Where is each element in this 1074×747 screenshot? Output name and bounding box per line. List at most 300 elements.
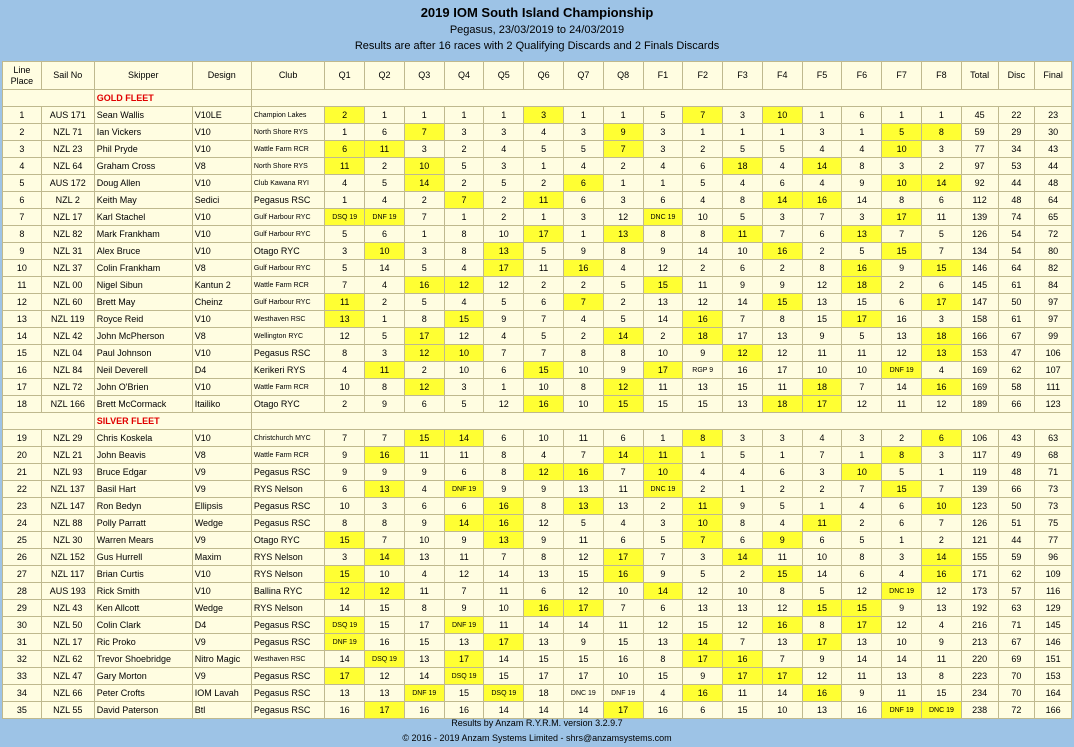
design-cell: D4 <box>192 617 251 634</box>
race-score-cell: 14 <box>404 175 444 192</box>
design-cell: Wedge <box>192 600 251 617</box>
race-score-cell: 15 <box>563 651 603 668</box>
race-score-cell: 3 <box>683 549 723 566</box>
total-cell: 238 <box>961 702 998 719</box>
race-score-cell: 2 <box>922 158 962 175</box>
column-header: F8 <box>922 62 962 90</box>
race-score-cell: 13 <box>524 566 564 583</box>
club-cell: RYS Nelson <box>251 549 324 566</box>
line-place-cell: 7 <box>3 209 42 226</box>
race-score-cell: 12 <box>922 583 962 600</box>
sail-no-cell: NZL 88 <box>41 515 94 532</box>
line-place-cell: 23 <box>3 498 42 515</box>
race-score-cell: 6 <box>643 600 683 617</box>
race-score-cell: 6 <box>444 464 484 481</box>
line-place-cell: 32 <box>3 651 42 668</box>
race-score-cell: 10 <box>842 464 882 481</box>
race-score-cell: 16 <box>723 362 763 379</box>
race-score-cell: 3 <box>922 447 962 464</box>
sail-no-cell: NZL 137 <box>41 481 94 498</box>
race-score-cell: 9 <box>365 396 405 413</box>
race-score-cell: 7 <box>842 481 882 498</box>
race-score-cell: 4 <box>325 362 365 379</box>
race-score-cell: DNF 19 <box>444 481 484 498</box>
race-score-cell: 2 <box>444 175 484 192</box>
table-row <box>3 566 1072 583</box>
race-score-cell: 4 <box>723 464 763 481</box>
race-score-cell: 1 <box>404 107 444 124</box>
race-score-cell: 12 <box>643 260 683 277</box>
race-score-cell: 12 <box>444 566 484 583</box>
final-cell: 23 <box>1035 107 1072 124</box>
design-cell: V9 <box>192 464 251 481</box>
club-cell: North Shore RYS <box>251 124 324 141</box>
total-cell: 192 <box>961 600 998 617</box>
club-cell: Westhaven RSC <box>251 651 324 668</box>
skipper-cell: Polly Parratt <box>94 515 192 532</box>
design-cell: V10 <box>192 345 251 362</box>
race-score-cell: 6 <box>444 498 484 515</box>
race-score-cell: 2 <box>444 141 484 158</box>
race-score-cell: 4 <box>643 158 683 175</box>
final-cell: 48 <box>1035 175 1072 192</box>
race-score-cell: 12 <box>603 209 643 226</box>
race-score-cell: 16 <box>922 566 962 583</box>
line-place-cell: 31 <box>3 634 42 651</box>
race-score-cell: 5 <box>922 226 962 243</box>
race-score-cell: 7 <box>524 345 564 362</box>
race-score-cell: 6 <box>603 430 643 447</box>
race-score-cell: 3 <box>882 158 922 175</box>
race-score-cell: 13 <box>484 532 524 549</box>
discard-cell: 54 <box>998 226 1035 243</box>
discard-cell: 64 <box>998 260 1035 277</box>
race-score-cell: 8 <box>762 583 802 600</box>
race-score-cell: 4 <box>762 515 802 532</box>
race-score-cell: 13 <box>643 634 683 651</box>
race-score-cell: 3 <box>882 549 922 566</box>
race-score-cell: 10 <box>603 668 643 685</box>
race-score-cell: 10 <box>762 702 802 719</box>
design-cell: Kantun 2 <box>192 277 251 294</box>
final-cell: 145 <box>1035 617 1072 634</box>
race-score-cell: 14 <box>683 634 723 651</box>
sail-no-cell: NZL 72 <box>41 379 94 396</box>
empty-cell <box>3 413 95 430</box>
column-header: Skipper <box>94 62 192 90</box>
race-score-cell: 2 <box>922 532 962 549</box>
table-row <box>3 396 1072 413</box>
race-score-cell: 13 <box>444 634 484 651</box>
race-score-cell: 9 <box>762 532 802 549</box>
race-score-cell: 1 <box>802 498 842 515</box>
race-score-cell: 8 <box>484 447 524 464</box>
race-score-cell: 1 <box>922 107 962 124</box>
column-header: Q2 <box>365 62 405 90</box>
skipper-cell: Neil Deverell <box>94 362 192 379</box>
line-place-cell: 26 <box>3 549 42 566</box>
total-cell: 234 <box>961 685 998 702</box>
race-score-cell: 12 <box>524 515 564 532</box>
race-score-cell: 7 <box>882 226 922 243</box>
race-score-cell: 9 <box>882 600 922 617</box>
race-score-cell: 3 <box>563 124 603 141</box>
total-cell: 123 <box>961 498 998 515</box>
sail-no-cell: NZL 47 <box>41 668 94 685</box>
race-score-cell: 9 <box>325 464 365 481</box>
race-score-cell: 11 <box>723 226 763 243</box>
final-cell: 106 <box>1035 345 1072 362</box>
race-score-cell: 15 <box>325 566 365 583</box>
race-score-cell: 15 <box>325 532 365 549</box>
race-score-cell: 1 <box>603 107 643 124</box>
race-score-cell: 5 <box>842 243 882 260</box>
discard-cell: 72 <box>998 702 1035 719</box>
page-title: 2019 IOM South Island Championship <box>420 5 654 20</box>
race-score-cell: 5 <box>524 328 564 345</box>
race-score-cell: 11 <box>643 379 683 396</box>
final-cell: 68 <box>1035 447 1072 464</box>
total-cell: 169 <box>961 362 998 379</box>
race-score-cell: 12 <box>603 379 643 396</box>
club-cell: Kerikeri RYS <box>251 362 324 379</box>
discard-cell: 67 <box>998 328 1035 345</box>
club-cell: RYS Nelson <box>251 600 324 617</box>
race-score-cell: 7 <box>325 277 365 294</box>
design-cell: V10 <box>192 175 251 192</box>
race-score-cell: 16 <box>842 260 882 277</box>
results-table <box>2 61 1072 719</box>
race-score-cell: 8 <box>404 311 444 328</box>
race-score-cell: 7 <box>723 311 763 328</box>
race-score-cell: 14 <box>484 702 524 719</box>
race-score-cell: 5 <box>404 294 444 311</box>
race-score-cell: 3 <box>723 107 763 124</box>
race-score-cell: 17 <box>762 668 802 685</box>
final-cell: 43 <box>1035 141 1072 158</box>
race-score-cell: 17 <box>683 651 723 668</box>
race-score-cell: 17 <box>524 668 564 685</box>
race-score-cell: 14 <box>563 702 603 719</box>
results-note: Results are after 16 races with 2 Qualifying Discards and 2 Finals Discards <box>354 40 720 52</box>
race-score-cell: 11 <box>325 158 365 175</box>
race-score-cell: 10 <box>444 362 484 379</box>
race-score-cell: 5 <box>563 515 603 532</box>
total-cell: 173 <box>961 583 998 600</box>
race-score-cell: 15 <box>404 634 444 651</box>
race-score-cell: 8 <box>842 158 882 175</box>
race-score-cell: DNF 19 <box>444 617 484 634</box>
race-score-cell: 13 <box>404 549 444 566</box>
race-score-cell: 8 <box>563 345 603 362</box>
race-score-cell: 1 <box>643 430 683 447</box>
race-score-cell: 15 <box>762 566 802 583</box>
race-score-cell: 14 <box>365 549 405 566</box>
race-score-cell: 5 <box>325 226 365 243</box>
race-score-cell: 15 <box>365 617 405 634</box>
race-score-cell: 1 <box>484 379 524 396</box>
race-score-cell: 14 <box>922 175 962 192</box>
race-score-cell: 15 <box>802 600 842 617</box>
design-cell: V10 <box>192 141 251 158</box>
race-score-cell: 4 <box>802 175 842 192</box>
race-score-cell: 13 <box>325 685 365 702</box>
sail-no-cell: NZL 60 <box>41 294 94 311</box>
final-cell: 164 <box>1035 685 1072 702</box>
race-score-cell: 8 <box>922 668 962 685</box>
race-score-cell: 10 <box>603 583 643 600</box>
table-row <box>3 634 1072 651</box>
skipper-cell: John McPherson <box>94 328 192 345</box>
total-cell: 220 <box>961 651 998 668</box>
race-score-cell: 4 <box>603 260 643 277</box>
race-score-cell: 10 <box>922 498 962 515</box>
race-score-cell: 15 <box>842 600 882 617</box>
table-row <box>3 532 1072 549</box>
total-cell: 147 <box>961 294 998 311</box>
race-score-cell: 15 <box>444 311 484 328</box>
club-cell: Otago RYC <box>251 532 324 549</box>
skipper-cell: Trevor Shoebridge <box>94 651 192 668</box>
race-score-cell: 14 <box>603 447 643 464</box>
race-score-cell: 17 <box>723 668 763 685</box>
race-score-cell: 9 <box>802 651 842 668</box>
race-score-cell: 13 <box>762 328 802 345</box>
club-cell: Pegasus RSC <box>251 345 324 362</box>
table-row <box>3 464 1072 481</box>
race-score-cell: 9 <box>643 566 683 583</box>
design-cell: V10 <box>192 379 251 396</box>
race-score-cell: 15 <box>643 277 683 294</box>
race-score-cell: 12 <box>484 277 524 294</box>
design-cell: Itailiko <box>192 396 251 413</box>
race-score-cell: 14 <box>762 685 802 702</box>
race-score-cell: 3 <box>643 124 683 141</box>
race-score-cell: 2 <box>723 566 763 583</box>
final-cell: 71 <box>1035 464 1072 481</box>
race-score-cell: 9 <box>404 515 444 532</box>
race-score-cell: 3 <box>444 379 484 396</box>
race-score-cell: 9 <box>444 600 484 617</box>
race-score-cell: 11 <box>802 515 842 532</box>
line-place-cell: 6 <box>3 192 42 209</box>
race-score-cell: 15 <box>603 396 643 413</box>
race-score-cell: 17 <box>444 651 484 668</box>
race-score-cell: 12 <box>683 294 723 311</box>
race-score-cell: 15 <box>524 651 564 668</box>
race-score-cell: 15 <box>365 600 405 617</box>
race-score-cell: 9 <box>603 362 643 379</box>
race-score-cell: 10 <box>723 583 763 600</box>
race-score-cell: 13 <box>882 668 922 685</box>
total-cell: 121 <box>961 532 998 549</box>
club-cell: Club Kawana RYI <box>251 175 324 192</box>
column-header: F7 <box>882 62 922 90</box>
skipper-cell: Doug Allen <box>94 175 192 192</box>
line-place-cell: 16 <box>3 362 42 379</box>
discard-cell: 29 <box>998 124 1035 141</box>
race-score-cell: 13 <box>563 481 603 498</box>
race-score-cell: 7 <box>404 124 444 141</box>
race-score-cell: 5 <box>365 175 405 192</box>
skipper-cell: Chris Koskela <box>94 430 192 447</box>
column-header: Q3 <box>404 62 444 90</box>
race-score-cell: 10 <box>444 345 484 362</box>
race-score-cell: 4 <box>404 566 444 583</box>
race-score-cell: 13 <box>603 498 643 515</box>
race-score-cell: 13 <box>723 396 763 413</box>
race-score-cell: 4 <box>922 617 962 634</box>
design-cell: V10 <box>192 243 251 260</box>
race-score-cell: 6 <box>842 107 882 124</box>
race-score-cell: 2 <box>524 277 564 294</box>
race-score-cell: 10 <box>404 158 444 175</box>
race-score-cell: 3 <box>325 549 365 566</box>
results-header <box>0 0 1074 61</box>
race-score-cell: 3 <box>603 192 643 209</box>
design-cell: Maxim <box>192 549 251 566</box>
race-score-cell: 11 <box>444 549 484 566</box>
race-score-cell: 5 <box>723 209 763 226</box>
total-cell: 153 <box>961 345 998 362</box>
final-cell: 30 <box>1035 124 1072 141</box>
race-score-cell: DSQ 19 <box>484 685 524 702</box>
design-cell: Sedici <box>192 192 251 209</box>
column-header: Q5 <box>484 62 524 90</box>
sail-no-cell: NZL 00 <box>41 277 94 294</box>
race-score-cell: 4 <box>683 464 723 481</box>
race-score-cell: 7 <box>325 430 365 447</box>
skipper-cell: Sean Wallis <box>94 107 192 124</box>
race-score-cell: 12 <box>444 328 484 345</box>
race-score-cell: 17 <box>563 668 603 685</box>
race-score-cell: 17 <box>842 311 882 328</box>
race-score-cell: 2 <box>882 277 922 294</box>
design-cell: V9 <box>192 481 251 498</box>
final-cell: 73 <box>1035 498 1072 515</box>
race-score-cell: 4 <box>643 685 683 702</box>
line-place-cell: 27 <box>3 566 42 583</box>
race-score-cell: 12 <box>643 617 683 634</box>
race-score-cell: 13 <box>842 226 882 243</box>
table-row <box>3 141 1072 158</box>
sail-no-cell: NZL 17 <box>41 209 94 226</box>
race-score-cell: 17 <box>922 294 962 311</box>
race-score-cell: 11 <box>762 549 802 566</box>
race-score-cell: 1 <box>365 311 405 328</box>
club-cell: Pegasus RSC <box>251 685 324 702</box>
club-cell: Pegasus RSC <box>251 515 324 532</box>
race-score-cell: 2 <box>802 243 842 260</box>
race-score-cell: 14 <box>762 192 802 209</box>
footer-version: Results by Anzam R.Y.R.M. version 3.2.9.7 <box>451 718 623 728</box>
sail-no-cell: NZL 42 <box>41 328 94 345</box>
race-score-cell: 11 <box>365 141 405 158</box>
skipper-cell: Basil Hart <box>94 481 192 498</box>
table-row <box>3 617 1072 634</box>
race-score-cell: 7 <box>842 379 882 396</box>
table-row <box>3 192 1072 209</box>
race-score-cell: 4 <box>922 362 962 379</box>
race-score-cell: 7 <box>603 141 643 158</box>
race-score-cell: 10 <box>524 430 564 447</box>
final-cell: 84 <box>1035 277 1072 294</box>
table-row <box>3 260 1072 277</box>
race-score-cell: 10 <box>683 209 723 226</box>
race-score-cell: 11 <box>524 192 564 209</box>
race-score-cell: 11 <box>484 617 524 634</box>
race-score-cell: 6 <box>404 396 444 413</box>
line-place-cell: 33 <box>3 668 42 685</box>
design-cell: V10 <box>192 430 251 447</box>
race-score-cell: 12 <box>723 617 763 634</box>
race-score-cell: 2 <box>484 192 524 209</box>
sail-no-cell: NZL 17 <box>41 634 94 651</box>
line-place-cell: 28 <box>3 583 42 600</box>
total-cell: 112 <box>961 192 998 209</box>
race-score-cell: 9 <box>404 464 444 481</box>
race-score-cell: 1 <box>325 192 365 209</box>
fleet-section-row <box>3 90 1072 107</box>
race-score-cell: 11 <box>563 532 603 549</box>
event-subtitle: Pegasus, 23/03/2019 to 24/03/2019 <box>449 24 625 36</box>
race-score-cell: 1 <box>603 175 643 192</box>
column-header: Disc <box>998 62 1035 90</box>
race-score-cell: 10 <box>643 464 683 481</box>
skipper-cell: Gus Hurrell <box>94 549 192 566</box>
race-score-cell: 13 <box>563 498 603 515</box>
race-score-cell: 15 <box>723 702 763 719</box>
total-cell: 139 <box>961 209 998 226</box>
race-score-cell: DNC 19 <box>922 702 962 719</box>
race-score-cell: 10 <box>484 226 524 243</box>
race-score-cell: 11 <box>325 294 365 311</box>
race-score-cell: 6 <box>683 702 723 719</box>
sail-no-cell: AUS 172 <box>41 175 94 192</box>
race-score-cell: 4 <box>603 515 643 532</box>
race-score-cell: 15 <box>922 685 962 702</box>
race-score-cell: 5 <box>643 107 683 124</box>
race-score-cell: 17 <box>404 617 444 634</box>
race-score-cell: 7 <box>922 515 962 532</box>
race-score-cell: 10 <box>643 345 683 362</box>
discard-cell: 62 <box>998 362 1035 379</box>
final-cell: 99 <box>1035 328 1072 345</box>
design-cell: Btl <box>192 702 251 719</box>
race-score-cell: 4 <box>683 192 723 209</box>
race-score-cell: 3 <box>762 430 802 447</box>
race-score-cell: 13 <box>603 226 643 243</box>
column-header: F1 <box>643 62 683 90</box>
race-score-cell: 12 <box>842 583 882 600</box>
club-cell: Wattle Farm RCR <box>251 379 324 396</box>
race-score-cell: 9 <box>922 634 962 651</box>
discard-cell: 61 <box>998 277 1035 294</box>
club-cell: Gulf Harbour RYC <box>251 226 324 243</box>
sail-no-cell: NZL 66 <box>41 685 94 702</box>
race-score-cell: 15 <box>802 311 842 328</box>
race-score-cell: 18 <box>922 328 962 345</box>
race-score-cell: 16 <box>444 702 484 719</box>
race-score-cell: 16 <box>325 702 365 719</box>
column-header: Q4 <box>444 62 484 90</box>
race-score-cell: 16 <box>524 396 564 413</box>
race-score-cell: 5 <box>444 396 484 413</box>
race-score-cell: 3 <box>365 498 405 515</box>
race-score-cell: 4 <box>484 328 524 345</box>
race-score-cell: 14 <box>842 651 882 668</box>
race-score-cell: 7 <box>922 243 962 260</box>
